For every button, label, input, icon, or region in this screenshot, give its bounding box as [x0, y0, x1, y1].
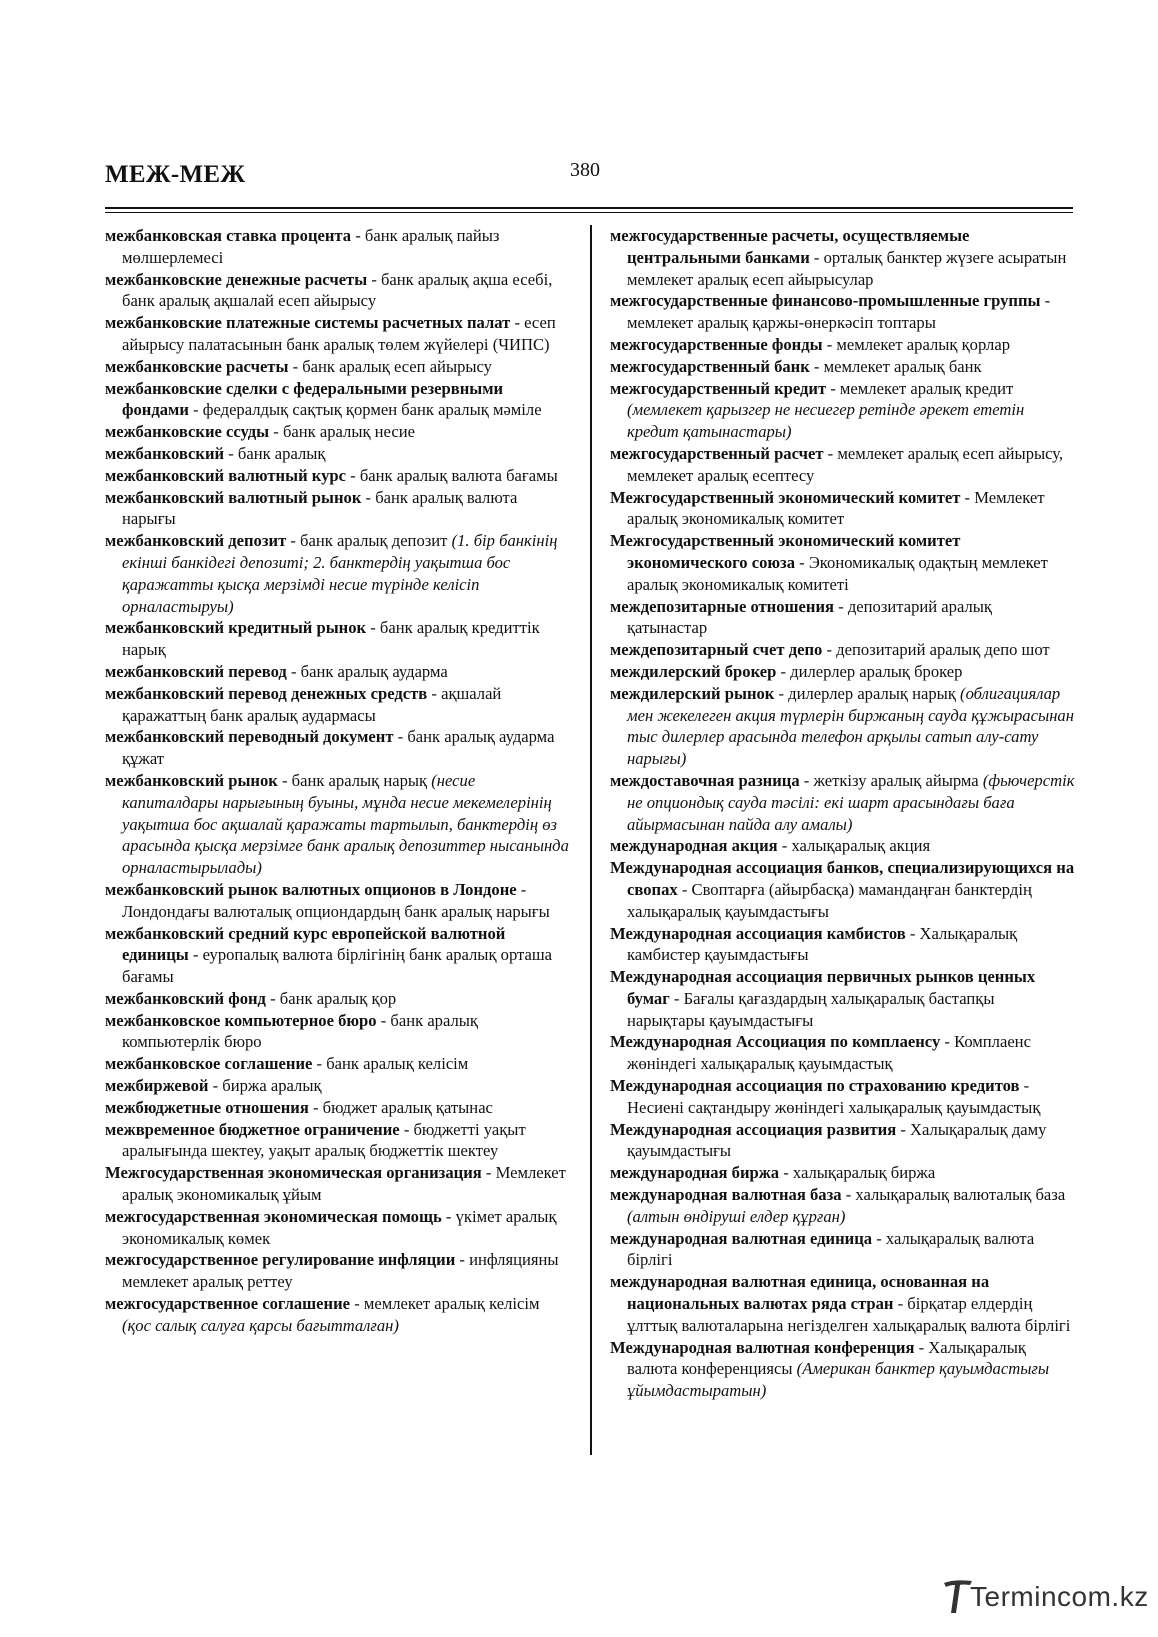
- entry-definition: - банк аралық аударма: [286, 661, 448, 681]
- entry-term: межбанковский переводный документ: [105, 727, 394, 747]
- entry-term: междепозитарные отношения: [610, 596, 835, 616]
- entry-term: межбанковский депозит: [105, 531, 287, 551]
- dictionary-entry: [610, 1075, 1075, 1119]
- entry-term: межбанковская ставка процента: [105, 226, 352, 245]
- entry-definition: - ақшалай қаражаттың банк аралық аудармасы: [122, 683, 502, 725]
- page-number: 380: [570, 159, 600, 181]
- entry-definition: - депозитарий аралық депо шот: [822, 640, 1050, 660]
- entry-definition: - Халықаралық камбистер қауымдастығы: [627, 923, 1018, 965]
- entry-term: межбанковский: [105, 443, 225, 463]
- dictionary-entry: [105, 617, 570, 661]
- entry-definition: - федералдық сақтық қормен банк аралық мәміле: [188, 400, 542, 420]
- entry-term: межбанковский валютный курс: [105, 465, 346, 485]
- entry-definition: - Мемлекет аралық экономикалық комитет: [627, 487, 1045, 529]
- entry-definition: - үкімет аралық экономикалық көмек: [122, 1206, 557, 1248]
- dictionary-entry: [105, 378, 570, 422]
- dictionary-entry: [105, 683, 570, 727]
- entry-term: межбанковские денежные расчеты: [105, 269, 368, 289]
- entry-definition: - бюджетті уақыт аралығында шектеу, уақыт аралық бюджеттік шектеу: [122, 1119, 526, 1161]
- entry-term: межгосударственные фонды: [610, 334, 823, 354]
- page-header: [105, 155, 1073, 195]
- entry-definition: - банк аралық нарық: [277, 770, 432, 790]
- entry-definition: - дилерлер аралық брокер: [776, 661, 963, 681]
- entry-definition: - мемлекет аралық келісім: [350, 1294, 540, 1314]
- entry-term: межгосударственный расчет: [610, 443, 824, 463]
- entry-term: Международная ассоциация развития: [610, 1119, 897, 1139]
- entry-definition: - Лондондағы валюталық опциондардың банк аралық нарығы: [122, 879, 550, 921]
- entry-term: межбанковские платежные системы расчетных палат: [105, 313, 511, 333]
- entry-definition: - банк аралық валюта бағамы: [346, 465, 558, 485]
- entry-term: междилерский брокер: [610, 661, 777, 681]
- entry-definition: - банк аралық есеп айырысу: [288, 356, 492, 376]
- entry-definition: - халықаралық биржа: [779, 1163, 936, 1183]
- entry-term: межгосударственный кредит: [610, 378, 827, 398]
- entry-term: межбанковский фонд: [105, 988, 266, 1008]
- entry-definition: - банк аралық компьютерлік бюро: [122, 1010, 478, 1052]
- entry-definition: - Несиені сақтандыру жөніндегі халықаралық қауымдастық: [627, 1076, 1041, 1117]
- entry-definition: - биржа аралық: [208, 1076, 322, 1096]
- entry-definition: - Своптарға (айырбасқа) мамандаңған банктердің халықаралық қауымдастығы: [627, 879, 1032, 921]
- dictionary-entry: [105, 1119, 570, 1163]
- dictionary-entry: [105, 356, 570, 378]
- header-rule-thin: [105, 212, 1073, 213]
- entry-definition: - халықаралық акция: [777, 836, 931, 856]
- entry-term: междилерский рынок: [610, 683, 775, 703]
- entry-term: Межгосударственный экономический комитет экономического союза: [610, 531, 961, 572]
- left-column: [105, 225, 570, 1337]
- entry-definition: - банк аралық депозит: [286, 531, 452, 551]
- entry-definition: - банк аралық аударма құжат: [122, 727, 555, 769]
- right-column: [610, 225, 1075, 1402]
- dictionary-entry: [105, 269, 570, 313]
- entry-definition: - банк аралық келісім: [312, 1054, 469, 1074]
- dictionary-entry: [105, 1053, 570, 1075]
- entry-definition: - банк аралық ақша есебі, банк аралық ақшалай есеп айырысу: [122, 269, 553, 311]
- dictionary-entry: [610, 683, 1075, 770]
- entry-definition: - халықаралық валюталық база: [841, 1185, 1066, 1205]
- dictionary-entry: [105, 421, 570, 443]
- dictionary-entry: [105, 312, 570, 356]
- entry-definition: - Халықаралық валюта конференциясы: [627, 1337, 1026, 1379]
- dictionary-entry: [610, 378, 1075, 443]
- entry-term: междоставочная разница: [610, 770, 800, 790]
- entry-definition: - депозитарий аралық қатынастар: [627, 596, 992, 638]
- entry-term: межгосударственные финансово-промышленные группы: [610, 291, 1041, 311]
- entry-term: межбанковские сделки с федеральными резервными фондами: [105, 378, 504, 420]
- entry-note: (алтын өндіруші елдер құрған): [627, 1206, 846, 1226]
- dictionary-entry: [610, 1184, 1075, 1228]
- dictionary-entry: [105, 1097, 570, 1119]
- dictionary-entry: [105, 988, 570, 1010]
- entry-term: межбанковские расчеты: [105, 356, 289, 376]
- entry-definition: - банк аралық валюта нарығы: [122, 487, 518, 529]
- entry-term: Международная ассоциация первичных рынков ценных бумаг: [610, 967, 1036, 1008]
- entry-definition: - мемлекет аралық кредит: [826, 378, 1014, 398]
- entry-definition: - банк аралық қор: [265, 988, 397, 1008]
- dictionary-entry: [610, 356, 1075, 378]
- entry-term: международная валютная база: [610, 1185, 842, 1205]
- entry-term: Международная ассоциация камбистов: [610, 923, 906, 943]
- dictionary-entry: [610, 1031, 1075, 1075]
- dictionary-entry: [610, 1119, 1075, 1163]
- entry-term: межбанковский рынок: [105, 770, 278, 790]
- entry-definition: - дилерлер аралық нарық: [774, 683, 961, 703]
- entry-term: международная акция: [610, 836, 778, 856]
- entry-definition: - Комплаенс жөніндегі халықаралық қауымдастық: [627, 1032, 1031, 1074]
- entry-term: Международная ассоциация банков, специализирующихся на свопах: [610, 858, 1075, 899]
- entry-term: Международная валютная конференция: [610, 1337, 915, 1357]
- entry-definition: - Мемлекет аралық экономикалық ұйым: [122, 1163, 566, 1205]
- entry-term: междепозитарный счет депо: [610, 640, 823, 660]
- dictionary-entry: [105, 1249, 570, 1293]
- dictionary-entry: [610, 225, 1075, 290]
- entry-term: межбиржевой: [105, 1076, 209, 1096]
- entry-definition: - банк аралық пайыз мөлшерлемесі: [122, 226, 500, 267]
- dictionary-entry: [610, 443, 1075, 487]
- entry-term: межгосударственный банк: [610, 356, 810, 376]
- entry-term: межгосударственное регулирование инфляции: [105, 1250, 456, 1270]
- entry-note: (облигациялар мен жекелеген акция түрлерін биржаның сауда құжырасынан тыс дилерлер арасында телефон арқылы сатып алу-сату нарығы): [627, 683, 1074, 769]
- entry-definition: - мемлекет аралық есеп айырысу, мемлекет аралық есептесу: [627, 443, 1064, 485]
- entry-definition: - халықаралық валюта бірлігі: [627, 1228, 1035, 1270]
- entry-note: (несие капиталдары нарығының буыны, мұнда несие мекемелерінің уақытша бос ақшалай қаражаты тартылып, банктердің өз арасында қысқа мерзімге банк аралық депозиттер нысанында орналастырылады): [122, 770, 569, 878]
- dictionary-entry: [610, 923, 1075, 967]
- entry-note: (қос салық салуға қарсы бағытталған): [122, 1315, 399, 1335]
- entry-definition: - Халықаралық даму қауымдастығы: [627, 1119, 1047, 1161]
- entry-term: межбанковский валютный рынок: [105, 487, 362, 507]
- entry-definition: - инфляцияны мемлекет аралық реттеу: [122, 1250, 559, 1292]
- entry-definition: - мемлекет аралық қорлар: [822, 334, 1011, 354]
- entry-term: межгосударственная экономическая помощь: [105, 1206, 442, 1226]
- entry-note: (1. бір банкінің екінші банкідегі депозиті; 2. банктердің уақытша бос қаражатты қысқа мерзімді несие түрінде келісіп орналастыруы): [122, 531, 558, 616]
- entry-definition: - Экономикалық одақтың мемлекет аралық экономикалық комитеті: [627, 552, 1048, 594]
- dictionary-entry: [610, 487, 1075, 531]
- dictionary-entry: [610, 334, 1075, 356]
- watermark-logo: [948, 1575, 1148, 1625]
- dictionary-entry: [105, 923, 570, 988]
- entry-term: Международная ассоциация по страхованию кредитов: [610, 1076, 1020, 1096]
- entry-term: международная валютная единица: [610, 1228, 873, 1248]
- dictionary-entry: [610, 966, 1075, 1031]
- entry-definition: - мемлекет аралық банк: [809, 356, 982, 376]
- entry-definition: - банк аралық кредиттік нарық: [122, 618, 540, 660]
- dictionary-entry: [610, 1337, 1075, 1402]
- dictionary-entry: [610, 639, 1075, 661]
- entry-term: межбанковское соглашение: [105, 1054, 313, 1074]
- entry-term: межгосударственные расчеты, осуществляемые центральными банками: [610, 226, 970, 267]
- entry-term: Межгосударственная экономическая организация: [105, 1163, 482, 1183]
- dictionary-entry: [610, 596, 1075, 640]
- dictionary-entry: [105, 530, 570, 617]
- dictionary-entry: [610, 661, 1075, 683]
- entry-term: межбанковское компьютерное бюро: [105, 1010, 377, 1030]
- entry-term: межбанковский средний курс европейской валютной единицы: [105, 923, 506, 965]
- dictionary-entry: [105, 770, 570, 879]
- dictionary-entry: [105, 879, 570, 923]
- entry-note: (фьючерстік не опциондық сауда тәсілі: екі шарт арасындағы баға айырмасынан пайда алу амалы): [627, 770, 1075, 834]
- dictionary-entry: [610, 1162, 1075, 1184]
- entry-definition: - орталық банктер жүзеге асыратын мемлекет аралық есеп айырысулар: [627, 247, 1067, 289]
- dictionary-entry: [105, 1206, 570, 1250]
- dictionary-entry: [610, 1228, 1075, 1272]
- dictionary-entry: [105, 225, 570, 269]
- entry-term: межбюджетные отношения: [105, 1097, 309, 1117]
- dictionary-entry: [105, 1010, 570, 1054]
- entry-definition: - жеткізу аралық айырма: [799, 770, 983, 790]
- entry-term: межбанковский кредитный рынок: [105, 618, 367, 638]
- dictionary-entry: [105, 1293, 570, 1337]
- entry-term: межгосударственное соглашение: [105, 1294, 351, 1314]
- dictionary-entry: [610, 857, 1075, 922]
- entry-definition: - банк аралық: [224, 443, 326, 463]
- entry-definition: - бірқатар елдердің ұлттық валюталарына негізделген халықаралық валюта бірлігі: [627, 1294, 1071, 1335]
- dictionary-entry: [105, 661, 570, 683]
- entry-term: международная биржа: [610, 1163, 780, 1183]
- entry-term: межбанковские ссуды: [105, 422, 270, 442]
- dictionary-entry: [105, 726, 570, 770]
- entry-term: межбанковский перевод: [105, 661, 287, 681]
- running-head: МЕЖ-МЕЖ: [105, 161, 246, 188]
- entry-term: международная валютная единица, основанная на национальных валютах ряда стран: [610, 1272, 990, 1314]
- watermark-text: Termincom.kz: [970, 1581, 1149, 1612]
- entry-definition: - банк аралық несие: [269, 422, 415, 442]
- entry-definition: - есеп айырысу палатасынын банк аралық төлем жүйелері (ЧИПС): [122, 313, 556, 354]
- entry-definition: - мемлекет аралық қаржы-өнеркәсіп топтары: [627, 291, 1051, 333]
- column-divider: [590, 225, 592, 1455]
- entry-definition: - Бағалы қағаздардың халықаралық бастапқы нарықтары қауымдастығы: [627, 988, 995, 1030]
- entry-term: межвременное бюджетное ограничение: [105, 1119, 400, 1139]
- entry-term: Международная Ассоциация по комплаенсу: [610, 1032, 941, 1052]
- entry-definition: - еуропалық валюта бірлігінің банк аралық орташа бағамы: [122, 945, 553, 987]
- entry-term: межбанковский рынок валютных опционов в Лондоне: [105, 879, 517, 899]
- dictionary-entry: [105, 465, 570, 487]
- dictionary-entry: [610, 290, 1075, 334]
- dictionary-entry: [610, 1271, 1075, 1336]
- entry-term: межбанковский перевод денежных средств: [105, 683, 428, 703]
- dictionary-entry: [105, 1162, 570, 1206]
- dictionary-entry: [105, 443, 570, 465]
- dictionary-entry: [610, 530, 1075, 595]
- dictionary-entry: [610, 835, 1075, 857]
- entry-term: Межгосударственный экономический комитет: [610, 487, 961, 507]
- entry-note: (мемлекет қарызгер не несиегер ретінде әрекет ететін кредит қатынастары): [627, 400, 1025, 442]
- dictionary-entry: [610, 770, 1075, 835]
- dictionary-entry: [105, 487, 570, 531]
- header-rule-thick: [105, 207, 1073, 209]
- dictionary-entry: [105, 1075, 570, 1097]
- entry-definition: - бюджет аралық қатынас: [308, 1097, 493, 1117]
- entry-note: (Американ банктер қауымдастығы ұйымдастыратын): [627, 1359, 1050, 1401]
